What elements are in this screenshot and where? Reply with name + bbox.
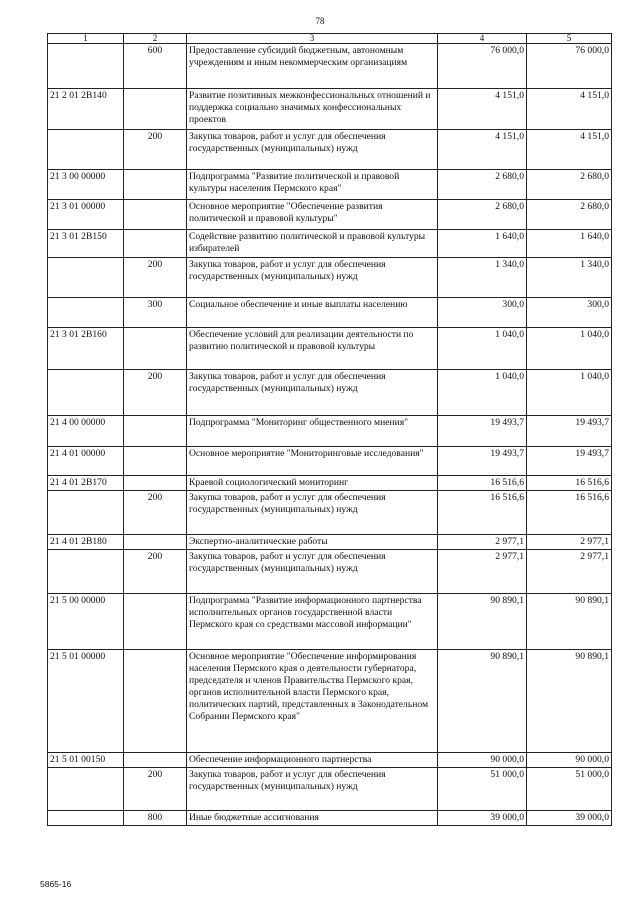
budget-table (47, 33, 612, 826)
row-name: Закупка товаров, работ и услуг для обеспечения государственных (муниципальных) нужд (187, 550, 438, 594)
row-name: Основное мероприятие "Обеспечение информирования населения Пермского края о деятельности губернатора, председателя и членов Правительства Пермского края, органов исполнительной власти Пермского края, политических партий, представленных в Законодательном Собрании Пермского края" (187, 650, 438, 753)
row-name: Краевой социологический мониторинг (187, 476, 438, 491)
row-name: Предоставление субсидий бюджетным, автономным учреждениям и иным некоммерческим организациям (187, 44, 438, 89)
row-value-1: 19 493,7 (438, 416, 527, 447)
row-kind: 200 (124, 768, 187, 811)
table-row (48, 44, 612, 89)
row-name: Основное мероприятие "Мониторинговые исследования" (187, 447, 438, 476)
row-value-2: 19 493,7 (527, 447, 612, 476)
header-col-1: 1 (48, 34, 124, 44)
row-value-1: 90 890,1 (438, 650, 527, 753)
row-value-2: 4 151,0 (527, 89, 612, 130)
row-code (48, 491, 124, 535)
row-kind (124, 89, 187, 130)
row-kind: 300 (124, 298, 187, 328)
row-code (48, 550, 124, 594)
table-row (48, 476, 612, 491)
table-row (48, 753, 612, 768)
row-code: 21 5 01 00000 (48, 650, 124, 753)
row-code: 21 3 01 00000 (48, 200, 124, 230)
table-row (48, 594, 612, 650)
table-row (48, 416, 612, 447)
row-value-1: 90 890,1 (438, 594, 527, 650)
table-row (48, 370, 612, 416)
row-value-2: 2 680,0 (527, 200, 612, 230)
table-row (48, 650, 612, 753)
table-row (48, 230, 612, 258)
row-name: Подпрограмма "Развитие политической и правовой культуры населения Пермского края" (187, 170, 438, 200)
row-kind (124, 476, 187, 491)
row-code: 21 2 01 2В140 (48, 89, 124, 130)
row-value-1: 4 151,0 (438, 89, 527, 130)
row-value-1: 300,0 (438, 298, 527, 328)
table-row (48, 258, 612, 298)
row-name: Иные бюджетные ассигнования (187, 811, 438, 826)
row-code: 21 4 01 2В180 (48, 535, 124, 550)
row-kind (124, 753, 187, 768)
row-value-2: 16 516,6 (527, 476, 612, 491)
table-row (48, 170, 612, 200)
row-value-2: 2 680,0 (527, 170, 612, 200)
row-code (48, 44, 124, 89)
row-value-1: 2 680,0 (438, 200, 527, 230)
row-kind: 200 (124, 370, 187, 416)
row-value-1: 16 516,6 (438, 491, 527, 535)
row-name: Развитие позитивных межконфессиональных отношений и поддержка социально значимых конфессиональных проектов (187, 89, 438, 130)
row-value-2: 1 340,0 (527, 258, 612, 298)
header-col-4: 4 (438, 34, 527, 44)
table-row (48, 89, 612, 130)
table-body (48, 44, 612, 826)
row-name: Закупка товаров, работ и услуг для обеспечения государственных (муниципальных) нужд (187, 768, 438, 811)
row-code (48, 811, 124, 826)
table-row (48, 298, 612, 328)
header-col-2: 2 (124, 34, 187, 44)
row-name: Социальное обеспечение и иные выплаты населению (187, 298, 438, 328)
row-value-1: 51 000,0 (438, 768, 527, 811)
header-col-3: 3 (187, 34, 438, 44)
row-code (48, 370, 124, 416)
row-value-2: 1 040,0 (527, 370, 612, 416)
row-name: Экспертно-аналитические работы (187, 535, 438, 550)
row-value-1: 76 000,0 (438, 44, 527, 89)
table-row (48, 328, 612, 370)
row-value-2: 19 493,7 (527, 416, 612, 447)
row-kind (124, 170, 187, 200)
row-value-1: 1 040,0 (438, 370, 527, 416)
footer-code: 5865-16 (40, 879, 72, 889)
row-value-1: 2 680,0 (438, 170, 527, 200)
row-code: 21 5 01 00150 (48, 753, 124, 768)
row-kind: 200 (124, 491, 187, 535)
row-value-1: 16 516,6 (438, 476, 527, 491)
row-value-2: 2 977,1 (527, 535, 612, 550)
row-value-1: 1 340,0 (438, 258, 527, 298)
row-kind: 200 (124, 130, 187, 170)
row-kind: 600 (124, 44, 187, 89)
row-code (48, 768, 124, 811)
row-value-2: 90 890,1 (527, 594, 612, 650)
row-code: 21 4 01 2В170 (48, 476, 124, 491)
header-col-5: 5 (527, 34, 612, 44)
row-code: 21 3 01 2В160 (48, 328, 124, 370)
row-name: Подпрограмма "Мониторинг общественного мнения" (187, 416, 438, 447)
row-value-1: 2 977,1 (438, 535, 527, 550)
row-value-2: 16 516,6 (527, 491, 612, 535)
row-value-1: 39 000,0 (438, 811, 527, 826)
row-name: Закупка товаров, работ и услуг для обеспечения государственных (муниципальных) нужд (187, 491, 438, 535)
row-value-2: 90 000,0 (527, 753, 612, 768)
table-row (48, 491, 612, 535)
row-code (48, 130, 124, 170)
row-value-2: 90 890,1 (527, 650, 612, 753)
row-kind (124, 230, 187, 258)
table-row (48, 200, 612, 230)
header-row (48, 34, 612, 44)
row-kind (124, 650, 187, 753)
table-row (48, 550, 612, 594)
row-value-2: 1 640,0 (527, 230, 612, 258)
row-value-2: 76 000,0 (527, 44, 612, 89)
row-kind: 800 (124, 811, 187, 826)
row-kind: 200 (124, 550, 187, 594)
row-kind: 200 (124, 258, 187, 298)
row-value-2: 2 977,1 (527, 550, 612, 594)
row-value-2: 39 000,0 (527, 811, 612, 826)
row-value-2: 51 000,0 (527, 768, 612, 811)
row-value-1: 1 640,0 (438, 230, 527, 258)
row-name: Закупка товаров, работ и услуг для обеспечения государственных (муниципальных) нужд (187, 370, 438, 416)
row-code: 21 4 00 00000 (48, 416, 124, 447)
row-kind (124, 594, 187, 650)
row-value-1: 2 977,1 (438, 550, 527, 594)
row-name: Содействие развитию политической и правовой культуры избирателей (187, 230, 438, 258)
row-code: 21 4 01 00000 (48, 447, 124, 476)
row-value-1: 19 493,7 (438, 447, 527, 476)
row-name: Обеспечение информационного партнерства (187, 753, 438, 768)
row-value-1: 1 040,0 (438, 328, 527, 370)
table-row (48, 768, 612, 811)
table-row (48, 811, 612, 826)
table-row (48, 447, 612, 476)
row-value-1: 4 151,0 (438, 130, 527, 170)
row-code (48, 258, 124, 298)
page-number: 78 (315, 16, 325, 26)
row-code (48, 298, 124, 328)
row-kind (124, 328, 187, 370)
row-name: Закупка товаров, работ и услуг для обеспечения государственных (муниципальных) нужд (187, 258, 438, 298)
row-name: Закупка товаров, работ и услуг для обеспечения государственных (муниципальных) нужд (187, 130, 438, 170)
row-kind (124, 447, 187, 476)
row-value-1: 90 000,0 (438, 753, 527, 768)
row-value-2: 4 151,0 (527, 130, 612, 170)
row-kind (124, 200, 187, 230)
row-value-2: 1 040,0 (527, 328, 612, 370)
row-code: 21 5 00 00000 (48, 594, 124, 650)
row-name: Основное мероприятие "Обеспечение развития политической и правовой культуры" (187, 200, 438, 230)
table-row (48, 130, 612, 170)
row-value-2: 300,0 (527, 298, 612, 328)
row-name: Обеспечение условий для реализации деятельности по развитию политической и правовой культуры (187, 328, 438, 370)
row-code: 21 3 01 2В150 (48, 230, 124, 258)
row-kind (124, 416, 187, 447)
row-kind (124, 535, 187, 550)
table-row (48, 535, 612, 550)
row-name: Подпрограмма "Развитие информационного партнерства исполнительных органов государственной власти Пермского края со средствами массовой информации" (187, 594, 438, 650)
row-code: 21 3 00 00000 (48, 170, 124, 200)
